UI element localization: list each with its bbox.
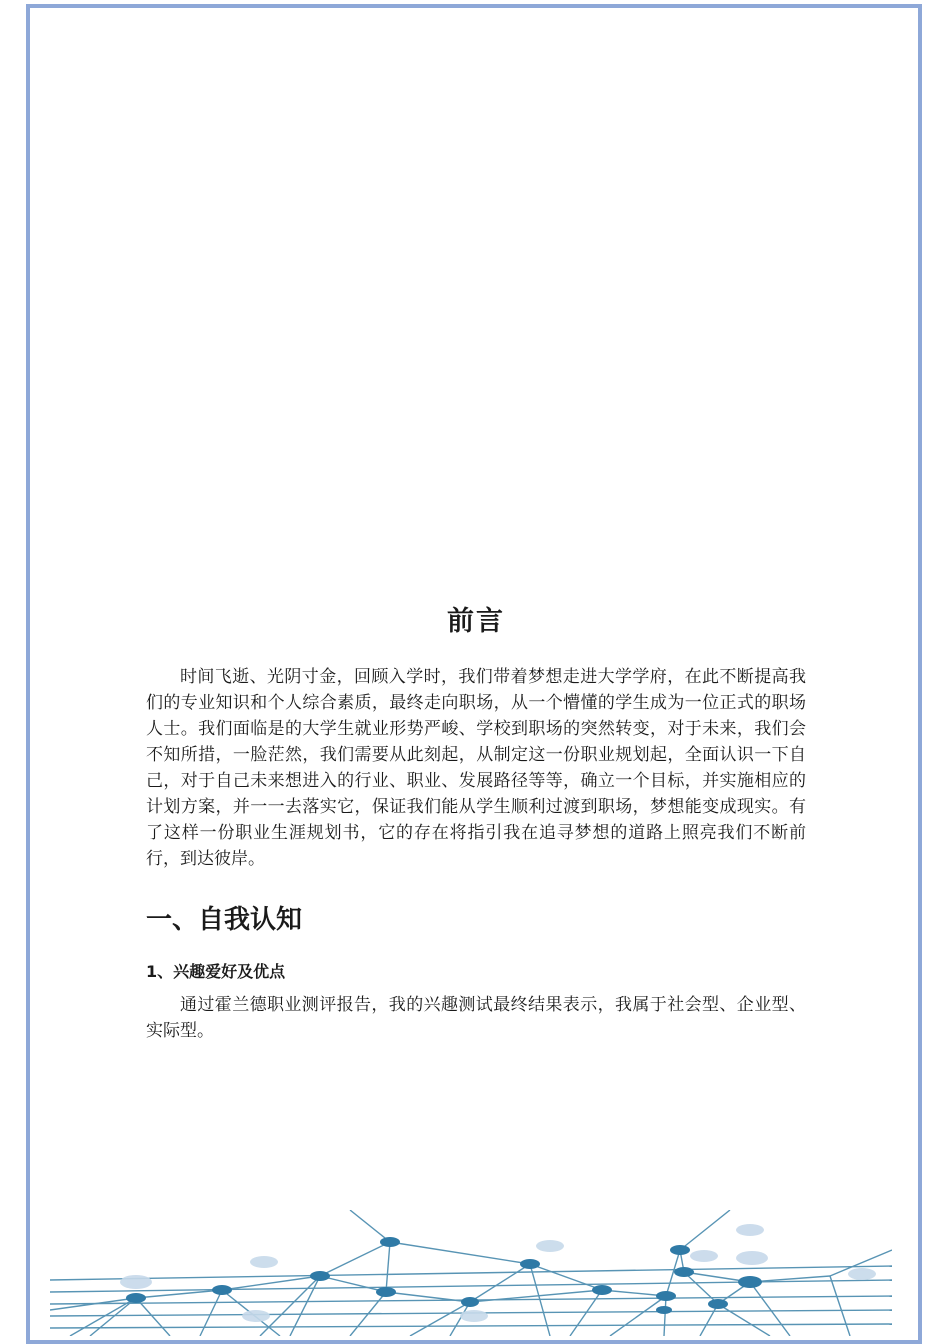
section-heading-self-awareness: 一、自我认知	[146, 905, 303, 935]
subsection-heading-interests: 1、兴趣爱好及优点	[146, 962, 286, 981]
network-decoration	[50, 1210, 892, 1336]
interests-paragraph: 通过霍兰德职业测评报告，我的兴趣测试最终结果表示，我属于社会型、企业型、实际型。	[146, 995, 806, 1041]
document-content	[146, 604, 806, 1044]
preface-title: 前言	[447, 606, 505, 637]
network-graphic	[50, 1210, 892, 1336]
preface-paragraph: 时间飞逝、光阴寸金，回顾入学时，我们带着梦想走进大学学府，在此不断提高我们的专业知识和个人综合素质，最终走向职场，从一个懵懂的学生成为一位正式的职场人士。我们面临是的大学生就业形势严峻、学校到职场的突然转变，对于未来，我们会不知所措，一脸茫然，我们需要从此刻起，从制定这一份职业规划起，全面认识一下自己，对于自己未来想进入的行业、职业、发展路径等等，确立一个目标，并实施相应的计划方案，并一一去落实它，保证我们能从学生顺利过渡到职场，梦想能变成现实。有了这样一份职业生涯规划书，它的存在将指引我在追寻梦想的道路上照亮我们不断前行，到达彼岸。	[146, 667, 806, 869]
